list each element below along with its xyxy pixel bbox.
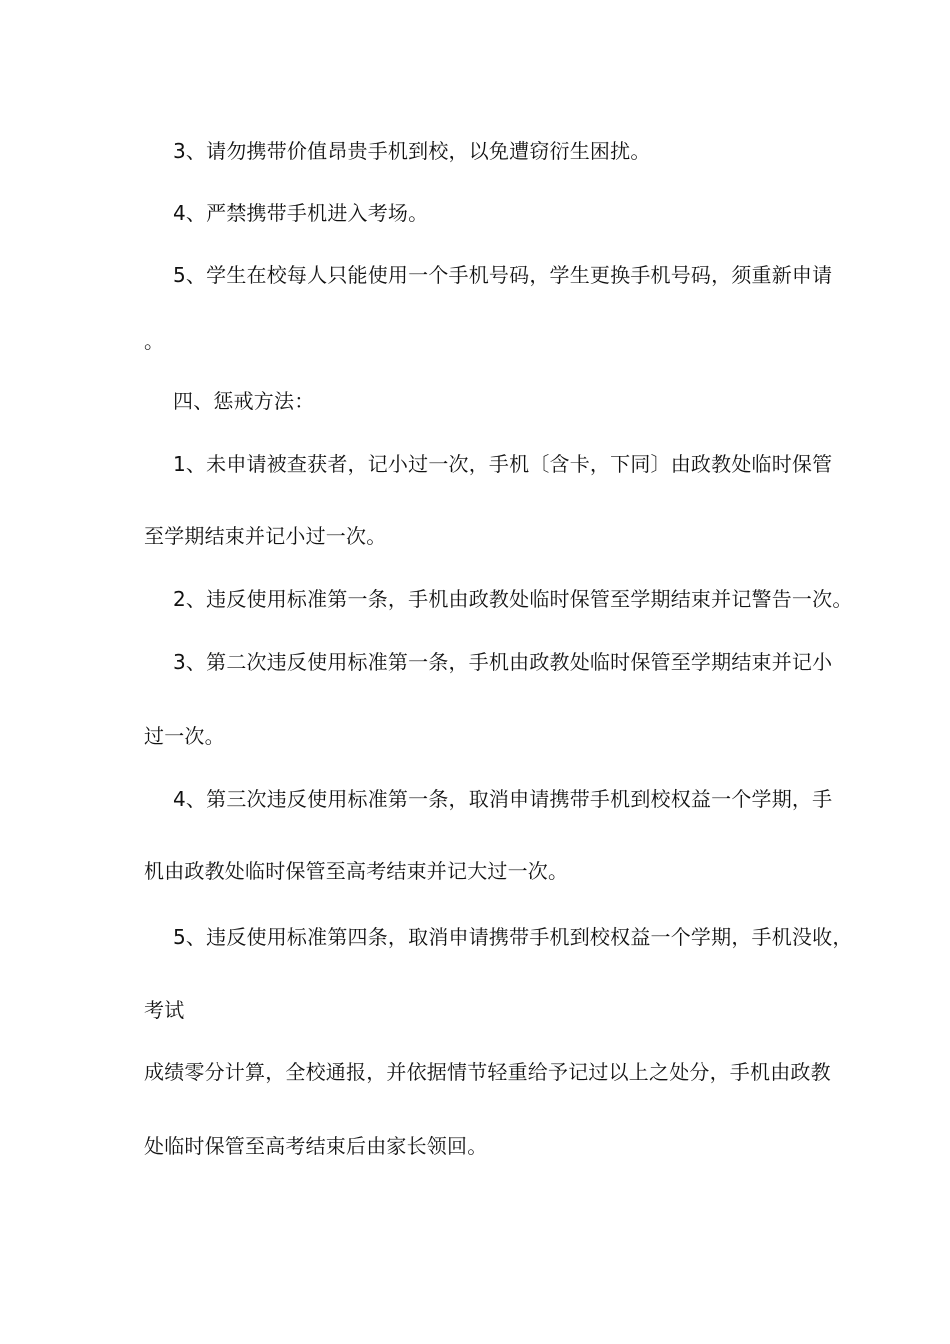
penalty-item-5-continuation-2: 成绩零分计算，全校通报，并依据情节轻重给予记过以上之处分，手机由政教	[144, 1060, 831, 1084]
penalty-item-5: 5、违反使用标准第四条，取消申请携带手机到校权益一个学期，手机没收，	[173, 925, 853, 949]
penalty-item-3: 3、第二次违反使用标准第一条，手机由政教处临时保管至学期结束并记小	[173, 650, 833, 674]
penalty-item-4: 4、第三次违反使用标准第一条，取消申请携带手机到校权益一个学期，手	[173, 787, 833, 811]
rule-item-5: 5、学生在校每人只能使用一个手机号码，学生更换手机号码，须重新申请	[173, 263, 833, 287]
penalty-item-1: 1、未申请被查获者，记小过一次，手机〔含卡，下同〕由政教处临时保管	[173, 452, 833, 476]
rule-item-4: 4、严禁携带手机进入考场。	[173, 201, 429, 225]
rule-item-5-continuation: 。	[144, 329, 165, 353]
penalty-item-2: 2、违反使用标准第一条，手机由政教处临时保管至学期结束并记警告一次。	[173, 587, 853, 611]
section-heading-penalties: 四、惩戒方法：	[173, 389, 315, 413]
penalty-item-1-continuation: 至学期结束并记小过一次。	[144, 524, 387, 548]
rule-item-3: 3、请勿携带价值昂贵手机到校，以免遭窃衍生困扰。	[173, 139, 651, 163]
penalty-item-4-continuation: 机由政教处临时保管至高考结束并记大过一次。	[144, 859, 569, 883]
penalty-item-3-continuation: 过一次。	[144, 724, 225, 748]
penalty-item-5-continuation-3: 处临时保管至高考结束后由家长领回。	[144, 1134, 488, 1158]
penalty-item-5-continuation-1: 考试	[144, 998, 185, 1022]
